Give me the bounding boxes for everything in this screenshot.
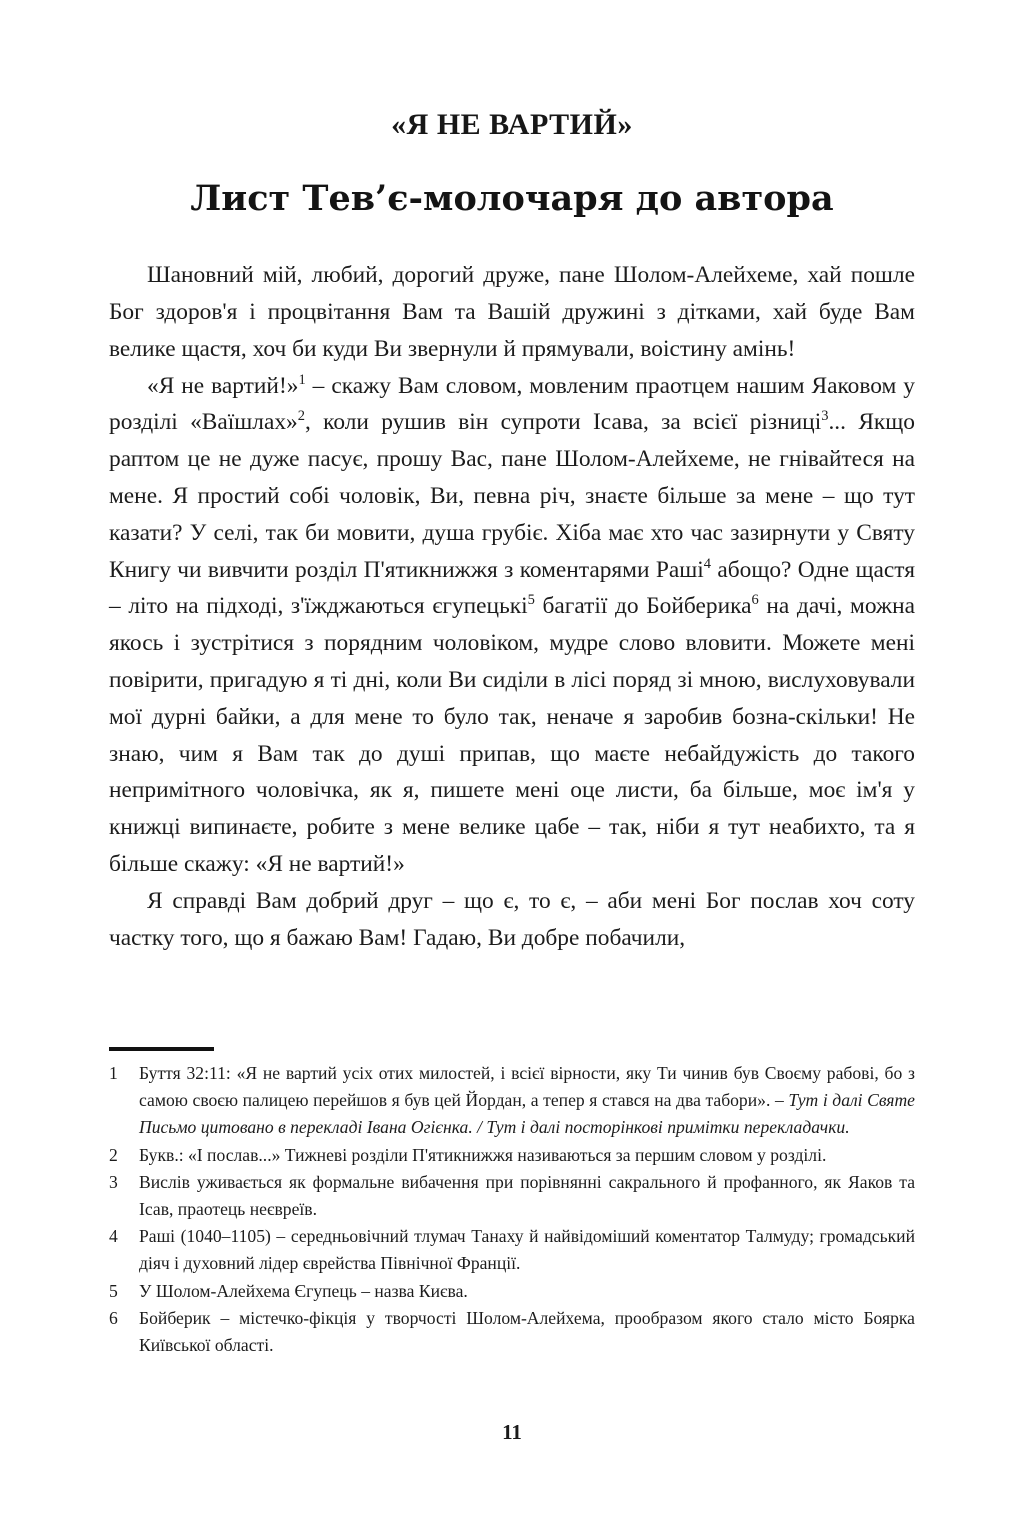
footnote-text — [139, 1060, 915, 1142]
footnote-number: 4 — [109, 1226, 118, 1247]
paragraph-main-segment-e: абощо? Одне щастя – літо на підході, з'їжджаються єгупецькі — [109, 556, 915, 620]
footnote-number: 3 — [109, 1171, 118, 1192]
footnote-text-italic: Тут і далі Святе Письмо цитовано в перекладі Івана Огієнка. / Тут і далі посторінкові примітки перекладачки. — [139, 1090, 915, 1138]
footnote-marker-1[interactable]: 1 — [298, 371, 306, 388]
footnote-number: 2 — [109, 1144, 118, 1165]
footnote-text-plain: Вислів уживається як формальне вибачення при порівнянні сакрального й профанного, як Яаков та Ісав, праотець неєвреїв. — [139, 1171, 915, 1220]
footnote-marker-4[interactable]: 4 — [703, 555, 711, 572]
footnote-text — [139, 1223, 915, 1277]
footnote-item — [109, 1142, 915, 1169]
footnotes-section — [109, 1047, 915, 1359]
footnote-number: 5 — [109, 1280, 118, 1301]
heading-block — [109, 0, 915, 219]
paragraph-main-segment-d: ... Якщо раптом це не дуже пасує, прошу Вас, пане Шолом-Алейхеме, не гнівайтеся на мене. Я простий собі чоловік, Ви, певна річ, знаєте більше за мене – що тут казати? У селі, так би мовити, душа грубіє. Хіба має хто час зазирнути у Святу Книгу чи вивчити розділ П'ятикнижжя з коментарями Раші — [109, 409, 915, 583]
footnote-text-plain: У Шолом-Алейхема Єгупець – назва Києва. — [139, 1280, 468, 1301]
quote-not-worthy: «Я не вартий!» — [147, 372, 299, 399]
footnote-marker-2[interactable]: 2 — [297, 408, 305, 425]
paragraph-closing — [109, 883, 915, 957]
footnote-number: 1 — [109, 1063, 118, 1083]
footnote-text-plain: Буття 32:11: «Я не вартий усіх отих милостей, і всієї вірности, яку Ти чинив був Своєму рабові, бо з самою своєю палицею перейшов я був цей Йордан, а тепер я стався на два табори». – — [139, 1063, 915, 1111]
footnote-text — [139, 1278, 915, 1305]
footnote-text — [139, 1305, 915, 1359]
chapter-subtitle: Лист Тев’є-молочаря до автора — [190, 178, 834, 219]
page-number: 11 — [502, 1420, 522, 1444]
footnote-item — [109, 1278, 915, 1305]
paragraph-main-segment-b: – скажу Вам словом, мовленим праотцем нашим Яаковом у розділі «Ваїшлах» — [109, 372, 915, 436]
footnote-marker-3[interactable]: 3 — [821, 408, 829, 425]
paragraph-greeting-text: Шановний мій, любий, дорогий друже, пане Шолом-Алейхеме, хай пошле Бог здоров'я і процвітання Вам та Вашій дружині з дітками, хай буде Вам велике щастя, хоч би куди Ви звернули й прямували, воістину амінь! — [109, 262, 915, 362]
footnote-text-plain: Бойберик – містечко-фікція у творчості Шолом-Алейхема, прообразом якого стало місто Боярка Київської області. — [139, 1307, 915, 1356]
footnote-text — [139, 1169, 915, 1223]
chapter-title: «Я НЕ ВАРТИЙ» — [391, 108, 633, 141]
paragraph-main-segment-c: , коли рушив він супроти Ісава, за всієї різниці — [304, 409, 822, 436]
paragraph-main-segment-g: на дачі, можна якось і зустрітися з порядним чоловіком, мудре слово вловити. Можете мені повірити, пригадую я ті дні, коли Ви сиділи в лісі поряд зі мною, вислуховували мої дурні байки, а для мене то було так, неначе я заробив бозна-скільки! Не знаю, чим я Вам так до душі припав, що маєте небайдужість до такого непримітного чоловічка, як я, пишете мені оце листи, ба більше, моє ім'я у книжці випинаєте, робите з мене велике цабе – так, ніби я тут неабихто, та я більше скажу: «Я не вартий!» — [109, 593, 915, 877]
footnote-marker-6[interactable]: 6 — [751, 592, 759, 609]
footnote-number: 6 — [109, 1307, 118, 1328]
paragraph-main-segment-f: багатії до Бойберика — [534, 593, 752, 620]
footnote-marker-5[interactable]: 5 — [527, 592, 535, 609]
footnote-item — [109, 1169, 915, 1223]
footnote-item — [109, 1305, 915, 1359]
paragraph-closing-text: Я справді Вам добрий друг – що є, то є, – аби мені Бог послав хоч соту частку того, що я бажаю Вам! Гадаю, Ви добре побачили, — [109, 887, 915, 951]
paragraph-main — [109, 368, 915, 883]
footnote-text-plain: Букв.: «І послав...» Тижневі розділи П'ятикнижжя називаються за першим словом у розділі. — [139, 1144, 827, 1165]
footnote-text-plain: Раші (1040–1105) – середньовічний тлумач Танаху й найвідоміший коментатор Талмуду; громадський діяч і духовний лідер єврейства Північної Франції. — [139, 1226, 915, 1274]
footnote-separator-rule — [109, 1047, 214, 1051]
paragraph-greeting — [109, 257, 915, 367]
footnote-item — [109, 1060, 915, 1142]
footnote-item — [109, 1223, 915, 1277]
footnote-text — [139, 1142, 915, 1169]
footnote-list — [109, 1060, 915, 1359]
body-text — [109, 257, 915, 956]
